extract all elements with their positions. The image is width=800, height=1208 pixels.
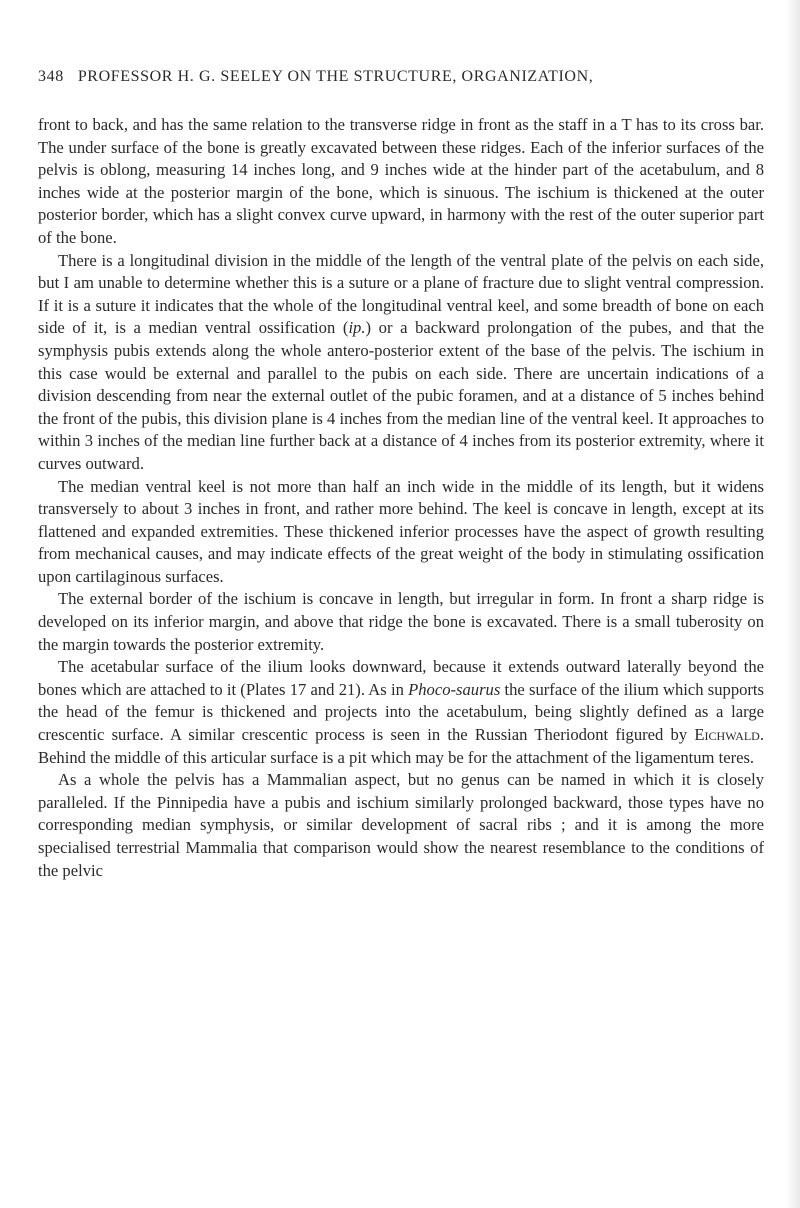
paragraph-2-text-a: There is a longitudinal division in the middle of the length of the ventral plate of the pelvis on each side, but I am unable to determine whether this is a suture or a plane of fracture due to slight ventral compression. If it is a suture it indicates that the whole of the longitudinal ventral keel, and some breadth of bone on each side of it, is a median ventral ossification (: [38, 250, 764, 338]
paragraph-2-text-b: ) or a backward prolongation of the pubes, and that the symphysis pubis extends along the whole antero-posterior extent of the base of the pelvis. The ischium in this case would be external and parallel to the pubis on each side. There are uncertain indications of a division descending from near the external outlet of the pubic foramen, and at a distance of 5 inches behind the front of the pubis, this division plane is 4 inches from the median line of the ventral keel. It approaches to within 3 inches of the median line further back at a distance of 4 inches from its posterior extremity, where it curves outward.: [38, 318, 764, 473]
paragraph-1-text: front to back, and has the same relation to the transverse ridge in front as the staff in a T has to its cross bar. The under surface of the bone is greatly excavated between these ridges. Each of the inferior surfaces of the pelvis is oblong, measuring 14 inches long, and 9 inches wide at the hinder part of the acetabulum, and 8 inches wide at the posterior margin of the bone, which is sinuous. The ischium is thickened at the outer posterior border, which has a slight convex curve upward, in harmony with the rest of the outer superior part of the bone.: [38, 115, 764, 247]
page-number: 348: [38, 68, 64, 85]
paragraph-4-text: The external border of the ischium is concave in length, but irregular in form. In front a sharp ridge is developed on its inferior margin, and above that ridge the bone is excavated. There is a small tuberosity on the margin towards the posterior extremity.: [38, 589, 764, 654]
paragraph-3: [38, 476, 764, 589]
paragraph-2-italic: ip.: [348, 318, 366, 338]
body-text: [38, 114, 764, 882]
paragraph-5-text-c: Behind the middle of this articular surface is a pit which may be for the attachment of the ligamentum teres.: [38, 747, 755, 767]
paragraph-5-text-a: The acetabular surface of the ilium looks downward, because it extends outward laterally beyond the bones which are attached to it (Plates 17 and 21). As in: [38, 657, 764, 699]
running-head: [38, 68, 758, 86]
paragraph-1: [38, 114, 764, 250]
paragraph-5: [38, 656, 764, 769]
paragraph-6-text: As a whole the pelvis has a Mammalian aspect, but no genus can be named in which it is closely paralleled. If the Pinnipedia have a pubis and ischium similarly prolonged backward, those types have no corresponding median symphysis, or similar development of sacral ribs ; and it is among the more specialised terrestrial Mammalia that comparison would show the nearest resemblance to the conditions of the pelvic: [38, 770, 764, 880]
page-edge-shadow: [786, 0, 800, 1208]
paragraph-4: [38, 588, 764, 656]
paragraph-5-author-name: Eichwald.: [694, 725, 764, 745]
paragraph-5-text-b: the surface of the ilium which supports the head of the femur is thickened and projects into the acetabulum, being slightly defined as a large crescentic surface. A similar crescentic process is seen in the Russian Theriodont figured by: [38, 679, 765, 745]
paragraph-6: [38, 769, 764, 882]
paragraph-5-italic-genus: Phoco-saurus: [408, 679, 501, 699]
running-title: PROFESSOR H. G. SEELEY ON THE STRUCTURE, ORGANIZATION,: [77, 68, 594, 85]
paragraph-2: [38, 250, 764, 476]
paragraph-3-text: The median ventral keel is not more than half an inch wide in the middle of its length, but it widens transversely to about 3 inches in front, and rather more behind. The keel is concave in length, except at its flattened and expanded extremities. These thickened inferior processes have the aspect of growth resulting from mechanical causes, and may indicate effects of the great weight of the body in stimulating ossification upon cartilaginous surfaces.: [38, 476, 764, 586]
